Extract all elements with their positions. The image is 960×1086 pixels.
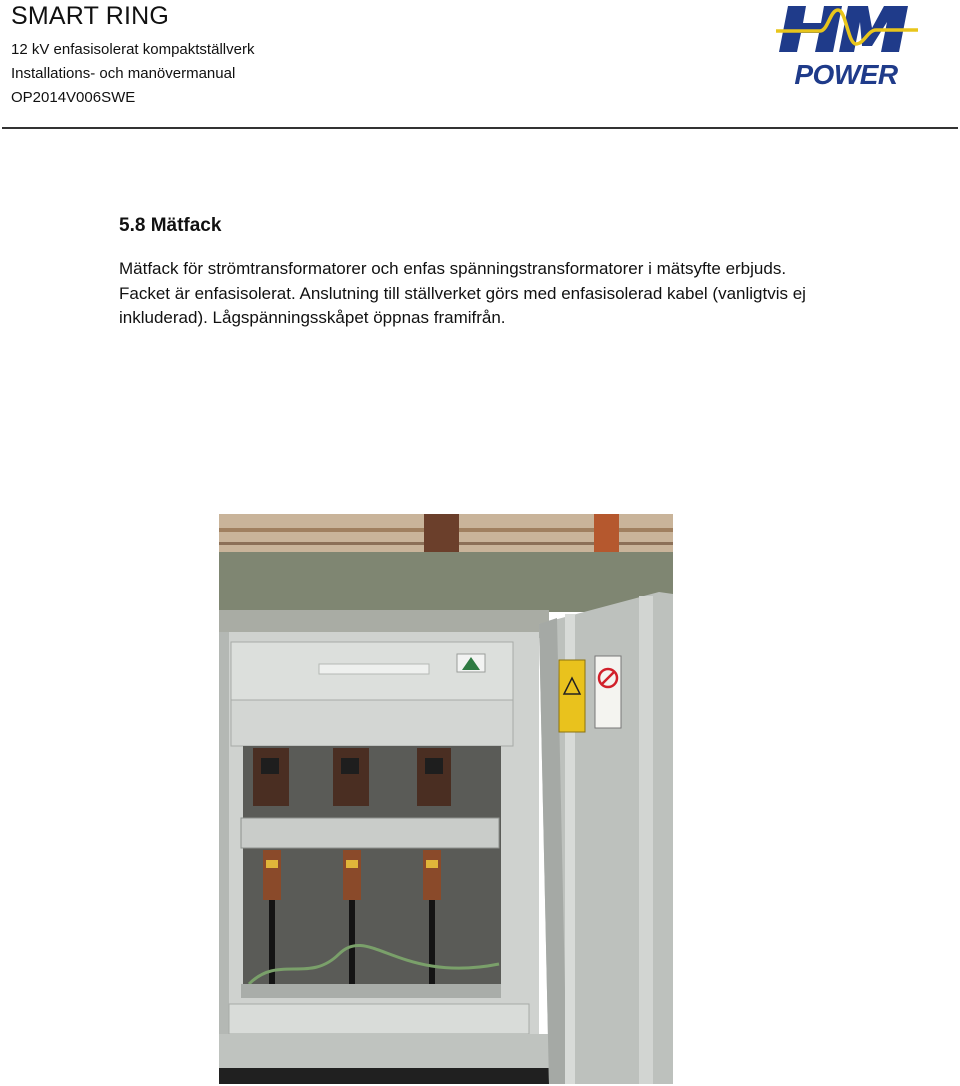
hm-power-logo xyxy=(776,4,918,88)
document-manual-type: Installations- och manövermanual xyxy=(11,65,236,82)
section-heading: 5.8 Mätfack xyxy=(119,215,222,236)
svg-text:POWER: POWER xyxy=(794,59,898,88)
header-divider xyxy=(2,127,958,129)
metering-cabinet-photo xyxy=(219,514,673,1084)
page-header xyxy=(0,0,960,130)
document-subtitle: 12 kV enfasisolerat kompaktställverk xyxy=(11,41,255,58)
section-body-text: Mätfack för strömtransformatorer och enfas spänningstransformatorer i mätsyfte erbjuds. Facket är enfasisolerat. Anslutning till ställverket görs med enfasisolerad kabel (vanligtvis ej inkluderad). Lågspänningsskåpet öppnas framifrån. xyxy=(119,259,806,327)
document-code: OP2014V006SWE xyxy=(11,89,136,106)
document-title: SMART RING xyxy=(11,2,170,30)
